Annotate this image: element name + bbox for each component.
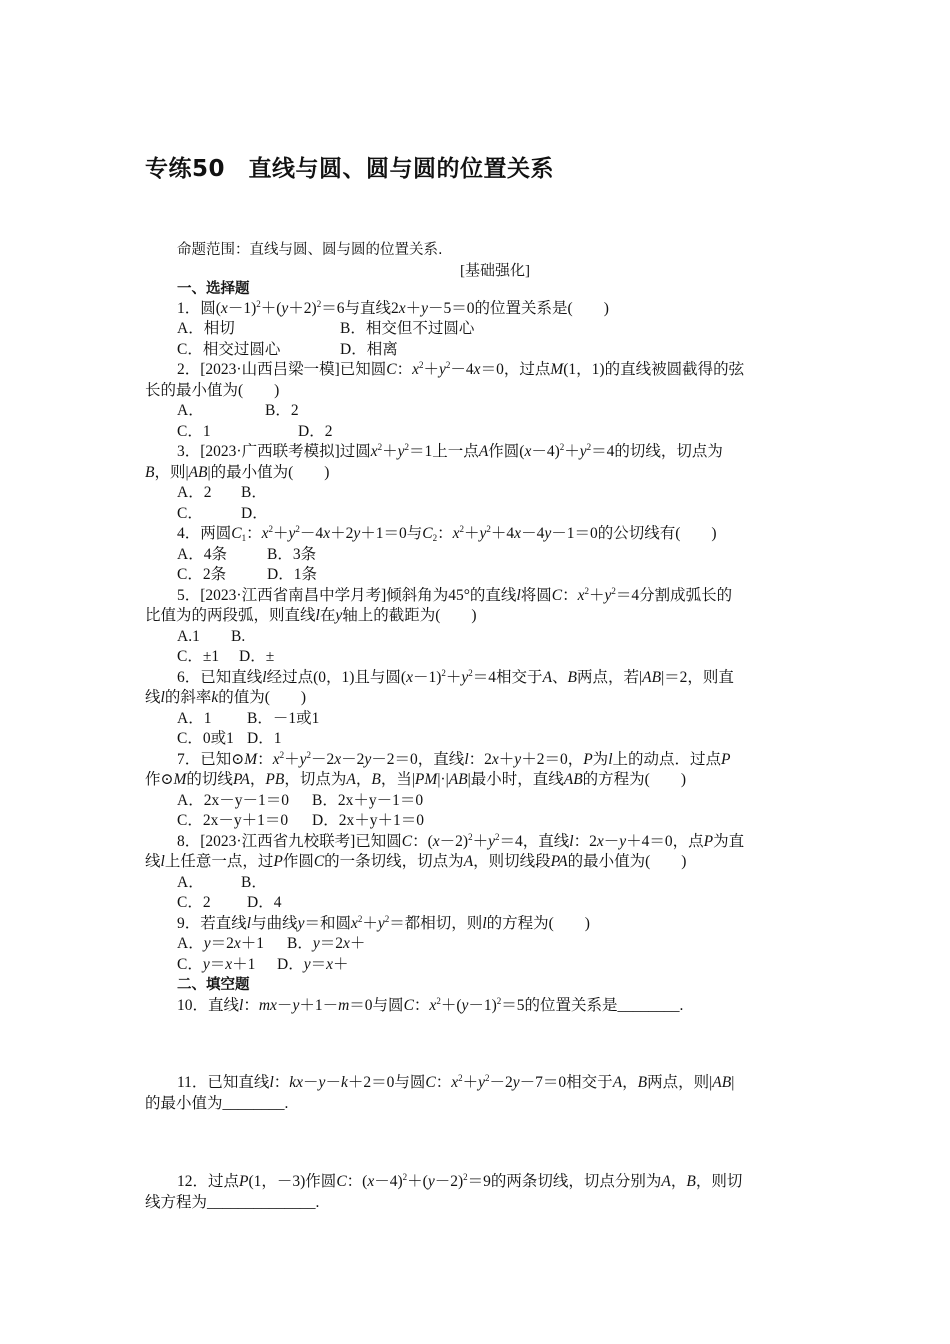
question-2: 2．[2023·山西吕梁一模]已知圆C：$x^2+y^2-4x=0$，过点M(1，1)的直线被圆截得的弦: [177, 360, 745, 378]
question-2-cont: 长的最小值为( ): [145, 382, 280, 399]
question-8-cont: 线l上任意一点，过P作圆C的一条切线，切点为A，则切线段PA的最小值为( ): [145, 853, 687, 870]
question-12-cont: 线方程为______________.: [145, 1194, 320, 1211]
q8-options-ab: A． B．: [177, 874, 267, 891]
question-3: 3．[2023·广西联考模拟]过圆$x^2+y^2=1$上一点A作圆$(x-4)^2+y^2=4$的切线，切点为: [177, 442, 723, 460]
q2-options-cd: C．1 D．2: [177, 423, 333, 440]
question-11-cont: 的最小值为________.: [145, 1095, 289, 1112]
question-5: 5．[2023·江西省南昌中学月考]倾斜角为45°的直线l将圆C：$x^2+y^2=4$分割成弧长的: [177, 586, 733, 604]
section-choice: 一、选择题: [177, 281, 250, 297]
question-11: 11．已知直线l：kx－y－k＋2＝0与圆C：$x^2+y^2-2y-7=0$相交于A，B两点，则|AB|: [177, 1073, 735, 1091]
page-title: 专练50 直线与圆、圆与圆的位置关系: [145, 156, 555, 182]
q7-options-ab: A．2x－y－1＝0 B．2x＋y－1＝0: [177, 792, 424, 809]
question-8: 8．[2023·江西省九校联考]已知圆C：$(x-2)^2+y^2=4$，直线l：2x－y＋4＝0，点P为直: [177, 832, 745, 850]
q9-options-cd: C．y＝x＋1 D．y＝x＋: [177, 956, 349, 973]
section-fill: 二、填空题: [177, 977, 250, 993]
q8-options-cd: C．2 D．4: [177, 894, 282, 911]
question-6-cont: 线l的斜率k的值为( ): [145, 689, 307, 706]
question-5-cont: 比值为的两段弧，则直线l在y轴上的截距为( ): [145, 607, 477, 624]
section-tag: [基础强化]: [460, 263, 530, 279]
q6-options-ab: A．1 B．－1或1: [177, 710, 320, 727]
q4-options-cd: C．2条 D．1条: [177, 566, 317, 583]
q4-options-ab: A．4条 B．3条: [177, 546, 317, 563]
q1-options-cd: C．相交过圆心 D．相离: [177, 341, 398, 358]
question-12: 12．过点P(1，－3)作圆C：$(x-4)^2+(y-2)^2=9$的两条切线，切点分别为A，B，则切: [177, 1172, 743, 1190]
q6-options-cd: C．0或1 D．1: [177, 730, 282, 747]
question-4: 4．两圆$C_1$：$x^2+y^2-4x+2y+1=0$与$C_2$：$x^2+y^2+4x-4y-1=0$的公切线有( ): [177, 524, 717, 543]
q1-options-ab: A．相切 B．相交但不过圆心: [177, 320, 475, 337]
question-7: 7．已知⊙M：$x^2+y^2-2x-2y-2=0$，直线l：2x＋y＋2＝0，P为l上的动点．过点P: [177, 750, 731, 768]
question-3-cont: B，则|AB|的最小值为( ): [145, 464, 330, 481]
question-10: 10．直线l：mx－y＋1－m＝0与圆C：$x^2+(y-1)^2=5$的位置关系是________.: [177, 996, 684, 1014]
q5-options-ab: A.1 B.: [177, 628, 246, 645]
question-6: 6．已知直线l经过点(0，1)且与圆$(x-1)^2+y^2=4$相交于A、B两点，若|AB|＝2，则直: [177, 668, 734, 686]
q5-options-cd: C．±1 D．±: [177, 648, 275, 665]
question-7-cont: 作⊙M的切线PA，PB，切点为A，B，当|PM|·|AB|最小时，直线AB的方程为( ): [145, 771, 686, 788]
q7-options-cd: C．2x－y＋1＝0 D．2x＋y＋1＝0: [177, 812, 424, 829]
scope-text: 命题范围：直线与圆、圆与圆的位置关系.: [177, 242, 443, 258]
question-1: 1．圆$(x-1)^2+(y+2)^2=6$与直线2x＋y－5＝0的位置关系是( ): [177, 299, 609, 317]
q2-options-ab: A． B．2: [177, 402, 299, 419]
q3-options-ab: A．2 B．: [177, 484, 267, 501]
question-9: 9．若直线l与曲线y＝和圆$x^2+y^2=$都相切，则l的方程为( ): [177, 914, 590, 932]
q9-options-ab: A．y＝2x＋1 B．y＝2x＋: [177, 935, 366, 952]
q3-options-cd: C． D．: [177, 505, 268, 522]
